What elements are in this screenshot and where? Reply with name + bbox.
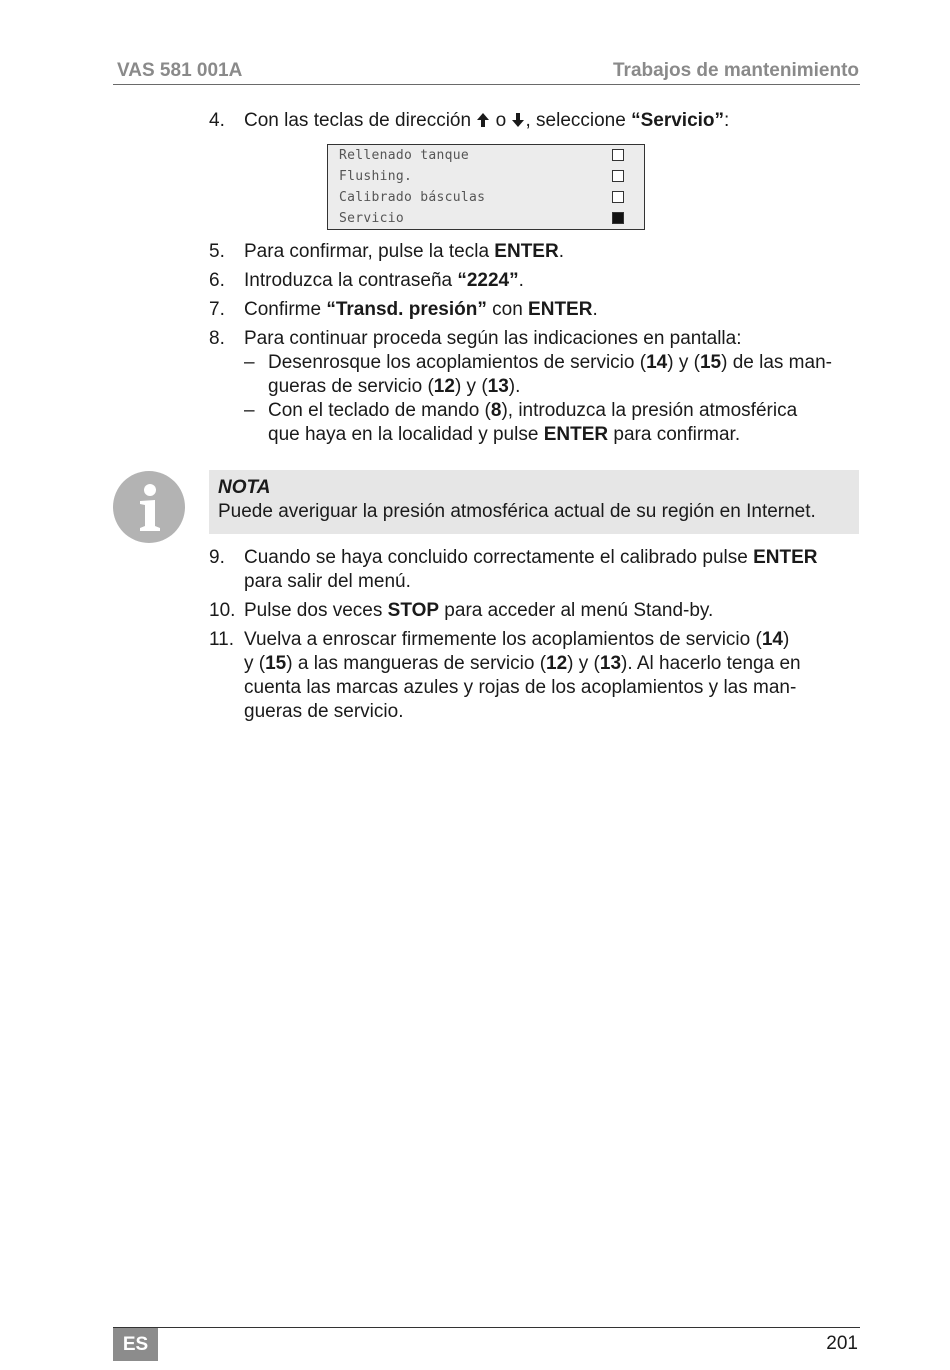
step-7 [209, 298, 859, 322]
password-value: “2224” [457, 270, 519, 291]
step-number: 10. [209, 600, 236, 621]
step-number: 8. [209, 328, 225, 349]
lcd-menu-display [327, 144, 645, 230]
punctuation: . [558, 241, 564, 262]
note-body: Puede averiguar la presión atmosférica actual de su región en Internet. [218, 501, 816, 522]
step-text: , seleccione [525, 110, 632, 131]
arrow-down-icon [511, 110, 525, 131]
key-name: ENTER [494, 241, 559, 262]
sub-text: gueras de servicio ( [268, 376, 434, 397]
lcd-checkbox [612, 191, 624, 203]
step-4 [209, 109, 859, 133]
footer-divider [113, 1327, 860, 1328]
document-code: VAS 581 001A [117, 60, 243, 81]
key-name: STOP [387, 600, 440, 621]
step-text: para acceder al menú Stand-by. [439, 600, 714, 621]
ref-number: 12 [433, 376, 455, 397]
step-text: ) a las mangueras de servicio ( [286, 653, 547, 674]
info-icon [113, 471, 185, 543]
punctuation: : [724, 110, 730, 131]
ref-number: 15 [699, 352, 722, 373]
step-text: Confirme [244, 299, 327, 320]
dash-bullet: – [244, 400, 255, 421]
step-text: Para continuar proceda según las indicaciones en pantalla: [244, 328, 742, 349]
sub-text: ) y ( [454, 376, 488, 397]
step-text: Pulse dos veces [244, 600, 388, 621]
ref-number: 14 [761, 629, 783, 650]
ref-number: 13 [599, 653, 622, 674]
section-title: Trabajos de mantenimiento [613, 60, 859, 81]
sub-text: Con el teclado de mando ( [268, 400, 491, 421]
lcd-checkbox [612, 170, 624, 182]
header-divider [113, 84, 860, 85]
step-text: para salir del menú. [244, 571, 411, 592]
step-text: Para confirmar, pulse la tecla [244, 241, 495, 262]
lcd-row-flushing [339, 166, 634, 187]
key-name: ENTER [753, 547, 818, 568]
step-text: ) y ( [567, 653, 600, 674]
ref-number: 15 [265, 653, 287, 674]
sub-text: ), introduzca la presión atmosférica [501, 400, 798, 421]
sub-text: ). [508, 376, 521, 397]
menu-name: “Servicio” [631, 110, 725, 131]
note-title: NOTA [218, 477, 271, 498]
sub-text: que haya en la localidad y pulse [268, 424, 544, 445]
step-number: 11. [209, 629, 235, 650]
sub-item-2 [244, 399, 859, 447]
step-number: 4. [209, 110, 225, 131]
sub-text: para confirmar. [608, 424, 741, 445]
step-text: ) [782, 629, 790, 650]
note-box [209, 470, 859, 534]
step-6 [209, 269, 859, 293]
step-text: Con las teclas de dirección [244, 110, 477, 131]
key-name: ENTER [543, 424, 609, 445]
ref-number: 12 [546, 653, 568, 674]
step-text: Vuelva a enroscar firmemente los acoplamientos de servicio ( [244, 629, 762, 650]
ref-number: 8 [490, 400, 502, 421]
lcd-row-label: Servicio [339, 211, 405, 226]
step-9 [209, 546, 859, 594]
lcd-row-servicio [339, 208, 634, 229]
ref-number: 13 [487, 376, 509, 397]
lcd-row-label: Calibrado básculas [339, 190, 486, 205]
dash-bullet: – [244, 352, 255, 373]
ref-number: 14 [646, 352, 668, 373]
lcd-checkbox [612, 149, 624, 161]
step-text: Cuando se haya concluido correctamente el calibrado pulse [244, 547, 754, 568]
lcd-row-calibrado [339, 187, 634, 208]
lcd-checkbox-selected [612, 212, 624, 224]
step-5 [209, 240, 859, 264]
step-number: 7. [209, 299, 225, 320]
page-number: 201 [826, 1333, 858, 1354]
step-number: 5. [209, 241, 225, 262]
lcd-row-rellenado [339, 145, 634, 166]
lcd-row-label: Rellenado tanque [339, 148, 470, 163]
sub-text: ) y ( [667, 352, 700, 373]
step-text: cuenta las marcas azules y rojas de los acoplamientos y las man- [244, 677, 797, 698]
arrow-up-icon [476, 110, 490, 131]
menu-name: “Transd. presión” [326, 299, 487, 320]
step-8 [209, 327, 859, 447]
sub-text: ) de las man- [721, 352, 832, 373]
sub-text: Desenrosque los acoplamientos de servicio ( [268, 352, 647, 373]
step-text: con [486, 299, 529, 320]
step-text: o [490, 110, 512, 131]
punctuation: . [592, 299, 598, 320]
language-badge: ES [113, 1328, 158, 1361]
step-10 [209, 599, 859, 623]
key-name: ENTER [528, 299, 593, 320]
punctuation: . [518, 270, 524, 291]
sub-item-1 [244, 351, 859, 399]
step-text: gueras de servicio. [244, 701, 404, 722]
step-number: 9. [209, 547, 225, 568]
step-text: ). Al hacerlo tenga en [621, 653, 801, 674]
step-text: y ( [244, 653, 266, 674]
step-11 [209, 628, 859, 724]
lcd-row-label: Flushing. [339, 169, 413, 184]
step-text: Introduzca la contraseña [244, 270, 458, 291]
step-number: 6. [209, 270, 225, 291]
